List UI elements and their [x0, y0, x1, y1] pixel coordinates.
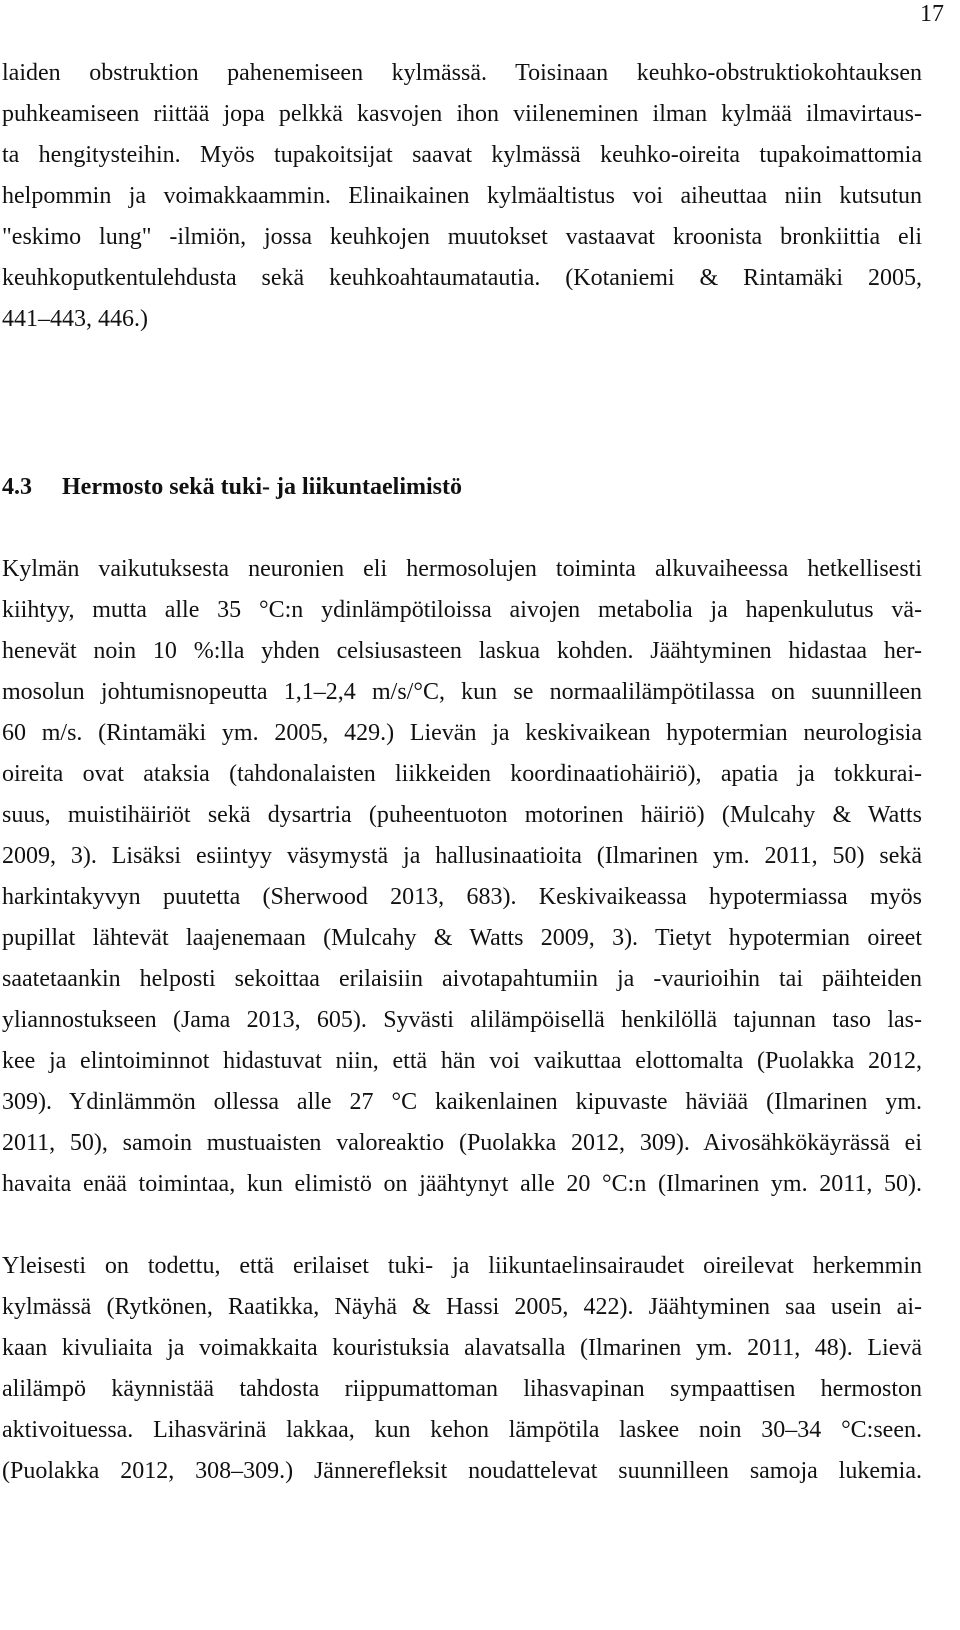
text-line: kaan kivuliaita ja voimakkaita kouristuksia alavatsalla (Ilmarinen ym. 2011, 48). Lievä — [2, 1335, 922, 1361]
text-line: 309). Ydinlämmön ollessa alle 27 °C kaikenlainen kipuvaste häviää (Ilmarinen ym. — [2, 1089, 922, 1115]
text-line: ta hengitysteihin. Myös tupakoitsijat saavat kylmässä keuhko-oireita tupakoimattomia — [2, 142, 922, 168]
section-heading — [2, 473, 462, 501]
text-line: saatetaankin helposti sekoittaa erilaisiin aivotapahtumiin ja -vaurioihin tai päihteiden — [2, 966, 922, 992]
text-line: alilämpö käynnistää tahdosta riippumattoman lihasvapinan sympaattisen hermoston — [2, 1376, 922, 1402]
text-line: kee ja elintoiminnot hidastuvat niin, että hän voi vaikuttaa elottomalta (Puolakka 2012, — [2, 1048, 922, 1074]
text-line: kylmässä (Rytkönen, Raatikka, Näyhä & Hassi 2005, 422). Jäähtyminen saa usein ai- — [2, 1294, 922, 1320]
text-line: yliannostukseen (Jama 2013, 605). Syvästi alilämpöisellä henkilöllä tajunnan taso las- — [2, 1007, 922, 1033]
text-line: 2009, 3). Lisäksi esiintyy väsymystä ja hallusinaatioita (Ilmarinen ym. 2011, 50) sekä — [2, 843, 922, 869]
text-line: oireita ovat ataksia (tahdonalaisten liikkeiden koordinaatiohäiriö), apatia ja tokkurai- — [2, 761, 922, 787]
text-line: suus, muistihäiriöt sekä dysartria (puheentuoton motorinen häiriö) (Mulcahy & Watts — [2, 802, 922, 828]
text-line: havaita enää toimintaa, kun elimistö on jäähtynyt alle 20 °C:n (Ilmarinen ym. 2011, 50). — [2, 1171, 922, 1197]
text-line: pupillat lähtevät laajenemaan (Mulcahy & Watts 2009, 3). Tietyt hypotermian oireet — [2, 925, 922, 951]
text-line: mosolun johtumisnopeutta 1,1–2,4 m/s/°C, kun se normaalilämpötilassa on suunnilleen — [2, 679, 922, 705]
text-line: laiden obstruktion pahenemiseen kylmässä. Toisinaan keuhko-obstruktiokohtauksen — [2, 60, 922, 86]
text-line: 2011, 50), samoin mustuaisten valoreaktio (Puolakka 2012, 309). Aivosähkökäyrässä ei — [2, 1130, 922, 1156]
text-line: keuhkoputkentulehdusta sekä keuhkoahtaumatautia. (Kotaniemi & Rintamäki 2005, — [2, 265, 922, 291]
text-line: harkintakyvyn puutetta (Sherwood 2013, 683). Keskivaikeassa hypotermiassa myös — [2, 884, 922, 910]
text-line: Yleisesti on todettu, että erilaiset tuki- ja liikuntaelinsairaudet oireilevat herkemmin — [2, 1253, 922, 1279]
text-line: helpommin ja voimakkaammin. Elinaikainen kylmäaltistus voi aiheuttaa niin kutsutun — [2, 183, 922, 209]
text-line: Kylmän vaikutuksesta neuronien eli hermosolujen toiminta alkuvaiheessa hetkellisesti — [2, 556, 922, 582]
text-line: aktivoituessa. Lihasvärinä lakkaa, kun kehon lämpötila laskee noin 30–34 °C:seen. — [2, 1417, 922, 1443]
text-line: 60 m/s. (Rintamäki ym. 2005, 429.) Lievän ja keskivaikean hypotermian neurologisia — [2, 720, 922, 746]
page-number: 17 — [920, 1, 944, 27]
text-line: 441–443, 446.) — [2, 306, 148, 332]
section-title: Hermosto sekä tuki- ja liikuntaelimistö — [62, 474, 462, 500]
text-line: puhkeamiseen riittää jopa pelkkä kasvojen ihon viileneminen ilman kylmää ilmavirtaus- — [2, 101, 922, 127]
text-line: "eskimo lung" -ilmiön, jossa keuhkojen muutokset vastaavat kroonista bronkiittia eli — [2, 224, 922, 250]
section-number: 4.3 — [2, 474, 32, 500]
text-line: henevät noin 10 %:lla yhden celsiusasteen laskua kohden. Jäähtyminen hidastaa her- — [2, 638, 922, 664]
text-line: kiihtyy, mutta alle 35 °C:n ydinlämpötiloissa aivojen metabolia ja hapenkulutus vä- — [2, 597, 922, 623]
text-line: (Puolakka 2012, 308–309.) Jännerefleksit noudattelevat suunnilleen samoja lukemia. — [2, 1458, 922, 1484]
